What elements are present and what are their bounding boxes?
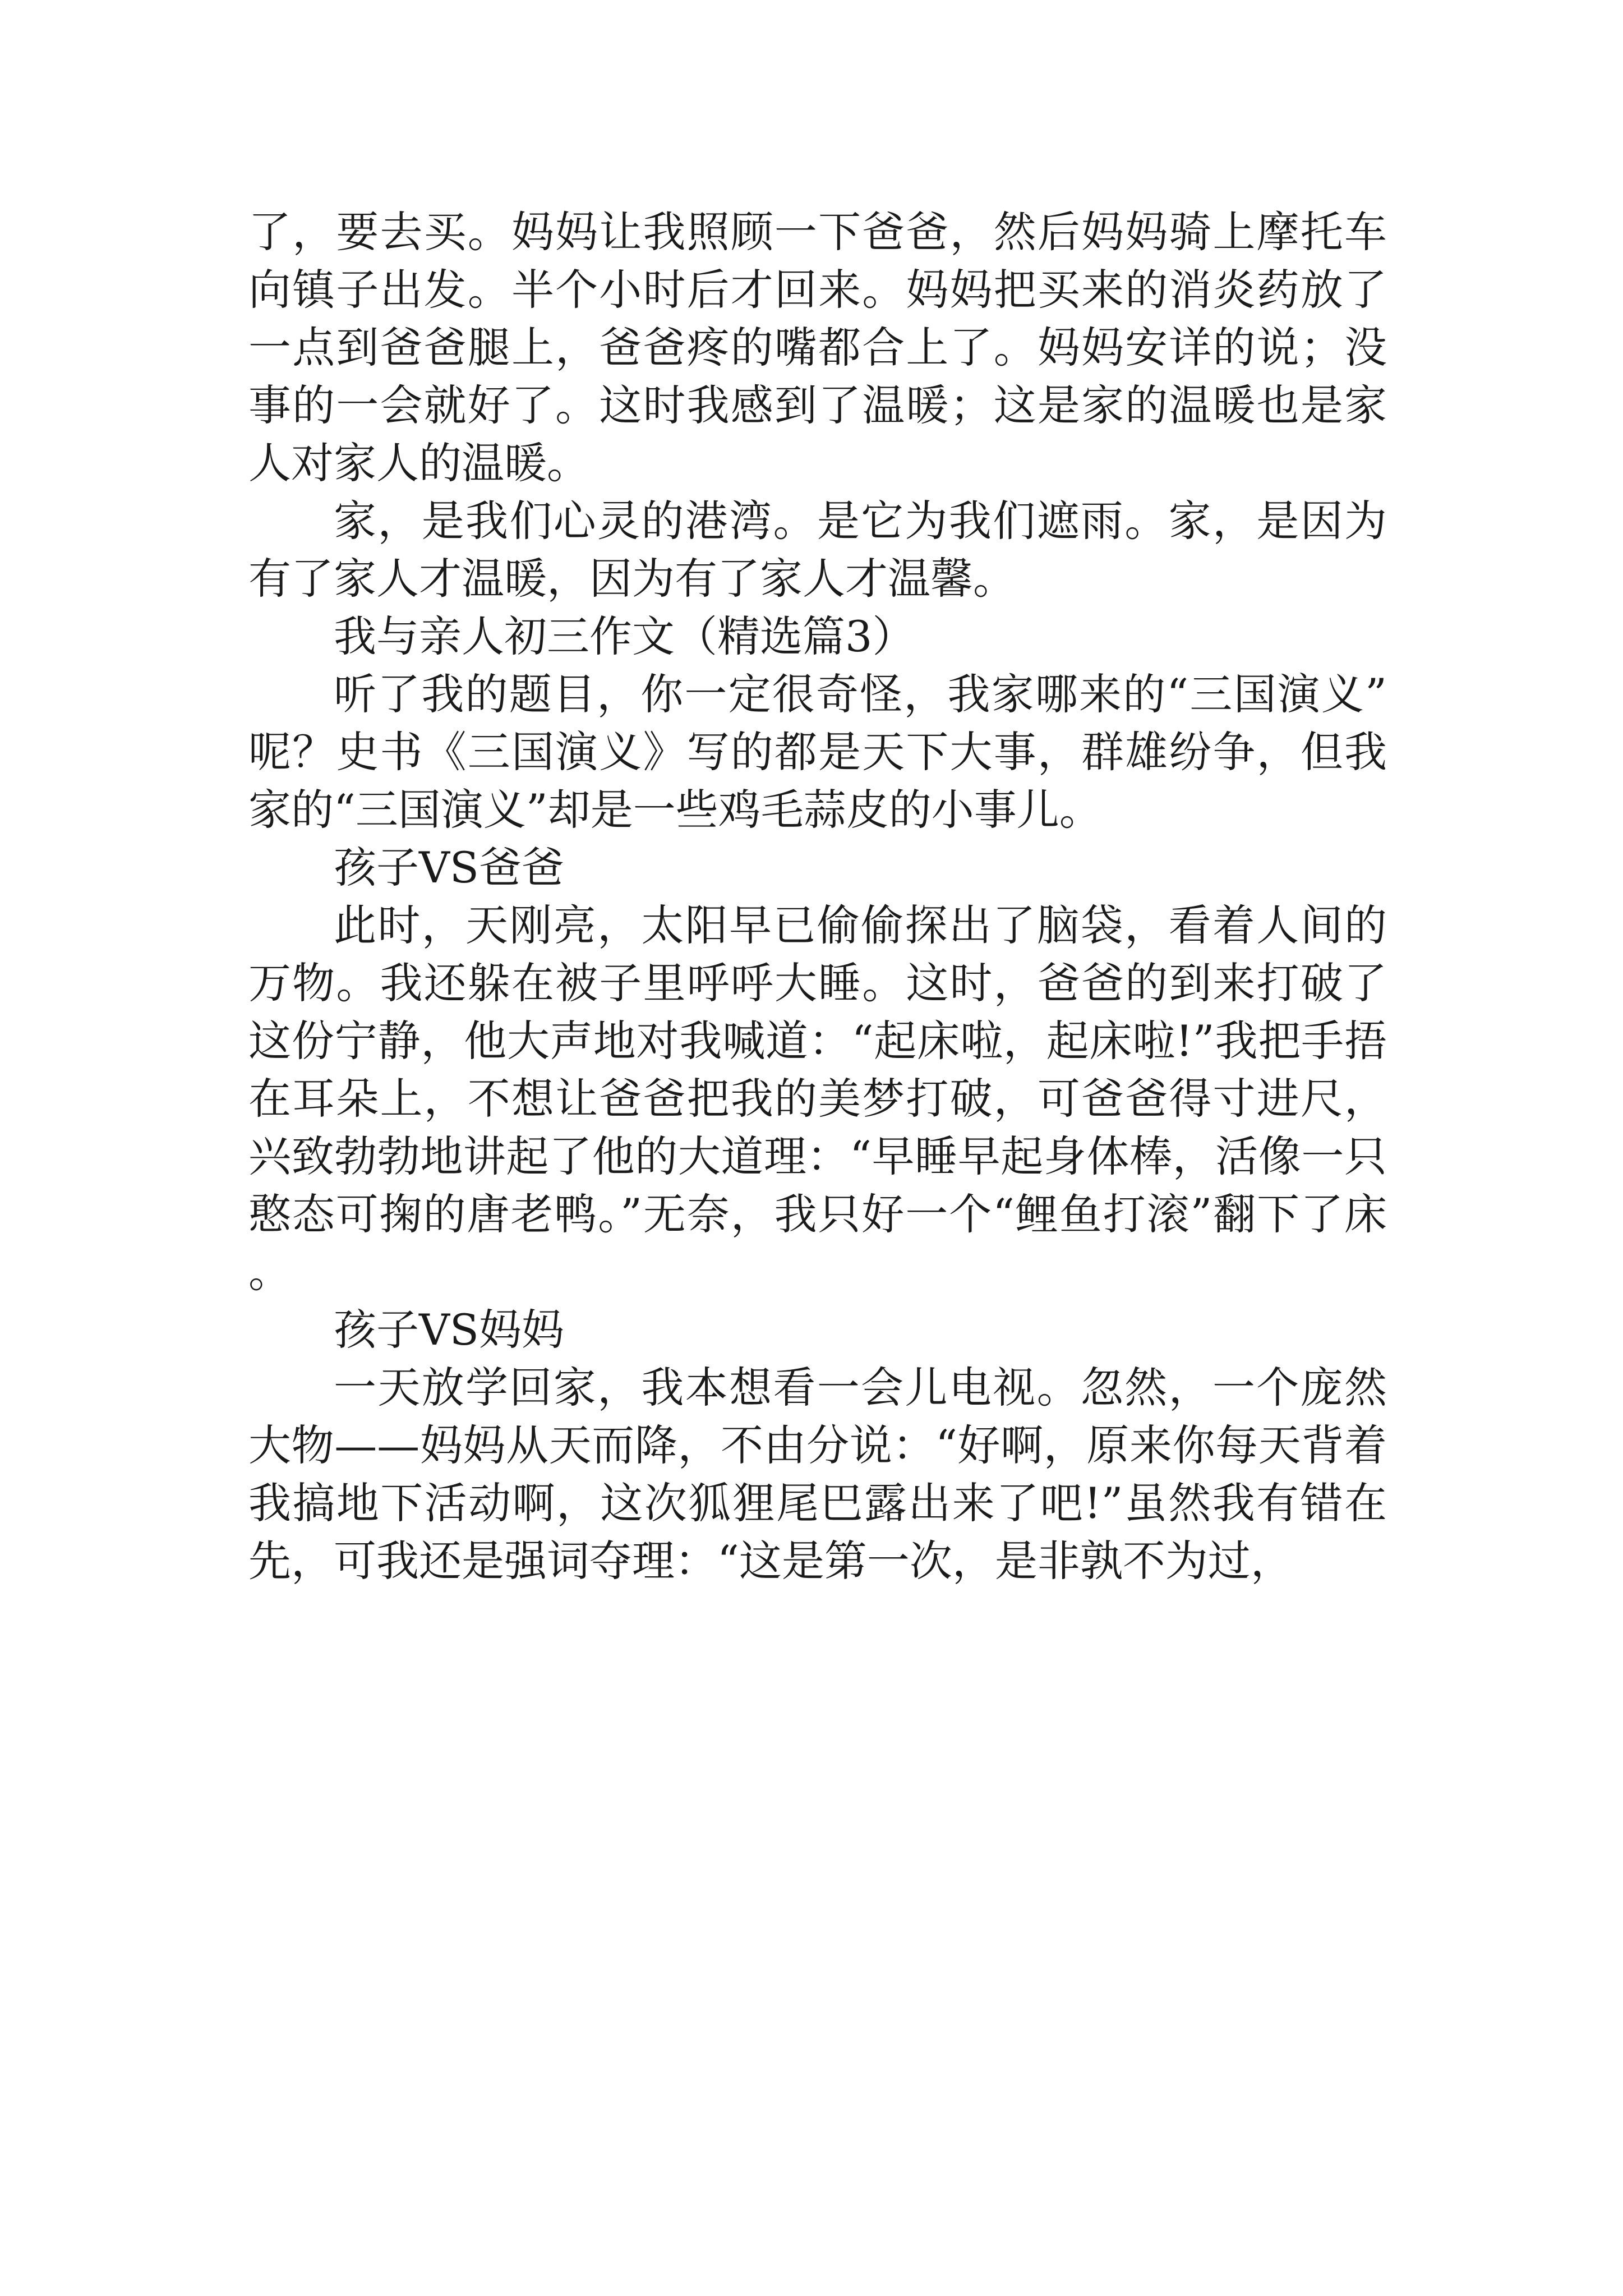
section-heading-essay-3: 我与亲人初三作文（精选篇3） [334, 611, 915, 661]
paragraph-home-warmth: 家，是我们心灵的港湾。是它为我们遮雨。家，是因为有了家人才温暖，因为有了家人才温馨。 [248, 496, 1387, 604]
document-body [248, 203, 1387, 1590]
subheading-child-vs-mom: 孩子VS妈妈 [334, 1305, 564, 1355]
paragraph-continuation: 了，要去买。妈妈让我照顾一下爸爸，然后妈妈骑上摩托车向镇子出发。半个小时后才回来。妈妈把买来的消炎药放了一点到爸爸腿上，爸爸疼的嘴都合上了。妈妈安详的说；没事的一会就好了。这时我感到了温暖；这是家的温暖也是家人对家人的温暖。 [248, 207, 1387, 488]
paragraph-after-school: 一天放学回家，我本想看一会儿电视。忽然，一个庞然大物——妈妈从天而降，不由分说：“好啊，原来你每天背着我搞地下活动啊，这次狐狸尾巴露出来了吧!”虽然我有错在先，可我还是强词夺理：“这是第一次，是非孰不为过， [248, 1363, 1387, 1586]
subheading-child-vs-dad: 孩子VS爸爸 [334, 843, 564, 892]
paragraph-morning: 此时，天刚亮，太阳早已偷偷探出了脑袋，看着人间的万物。我还躲在被子里呼呼大睡。这时，爸爸的到来打破了这份宁静，他大声地对我喊道：“起床啦，起床啦!”我把手捂在耳朵上，不想让爸爸把我的美梦打破，可爸爸得寸进尺，兴致勃勃地讲起了他的大道理：“早睡早起身体棒，活像一只憨态可掬的唐老鸭。”无奈，我只好一个“鲤鱼打滚”翻下了床。 [248, 900, 1387, 1297]
paragraph-intro: 听了我的题目，你一定很奇怪，我家哪来的“三国演义”呢？史书《三国演义》写的都是天下大事，群雄纷争，但我家的“三国演义”却是一些鸡毛蒜皮的小事儿。 [248, 669, 1387, 835]
